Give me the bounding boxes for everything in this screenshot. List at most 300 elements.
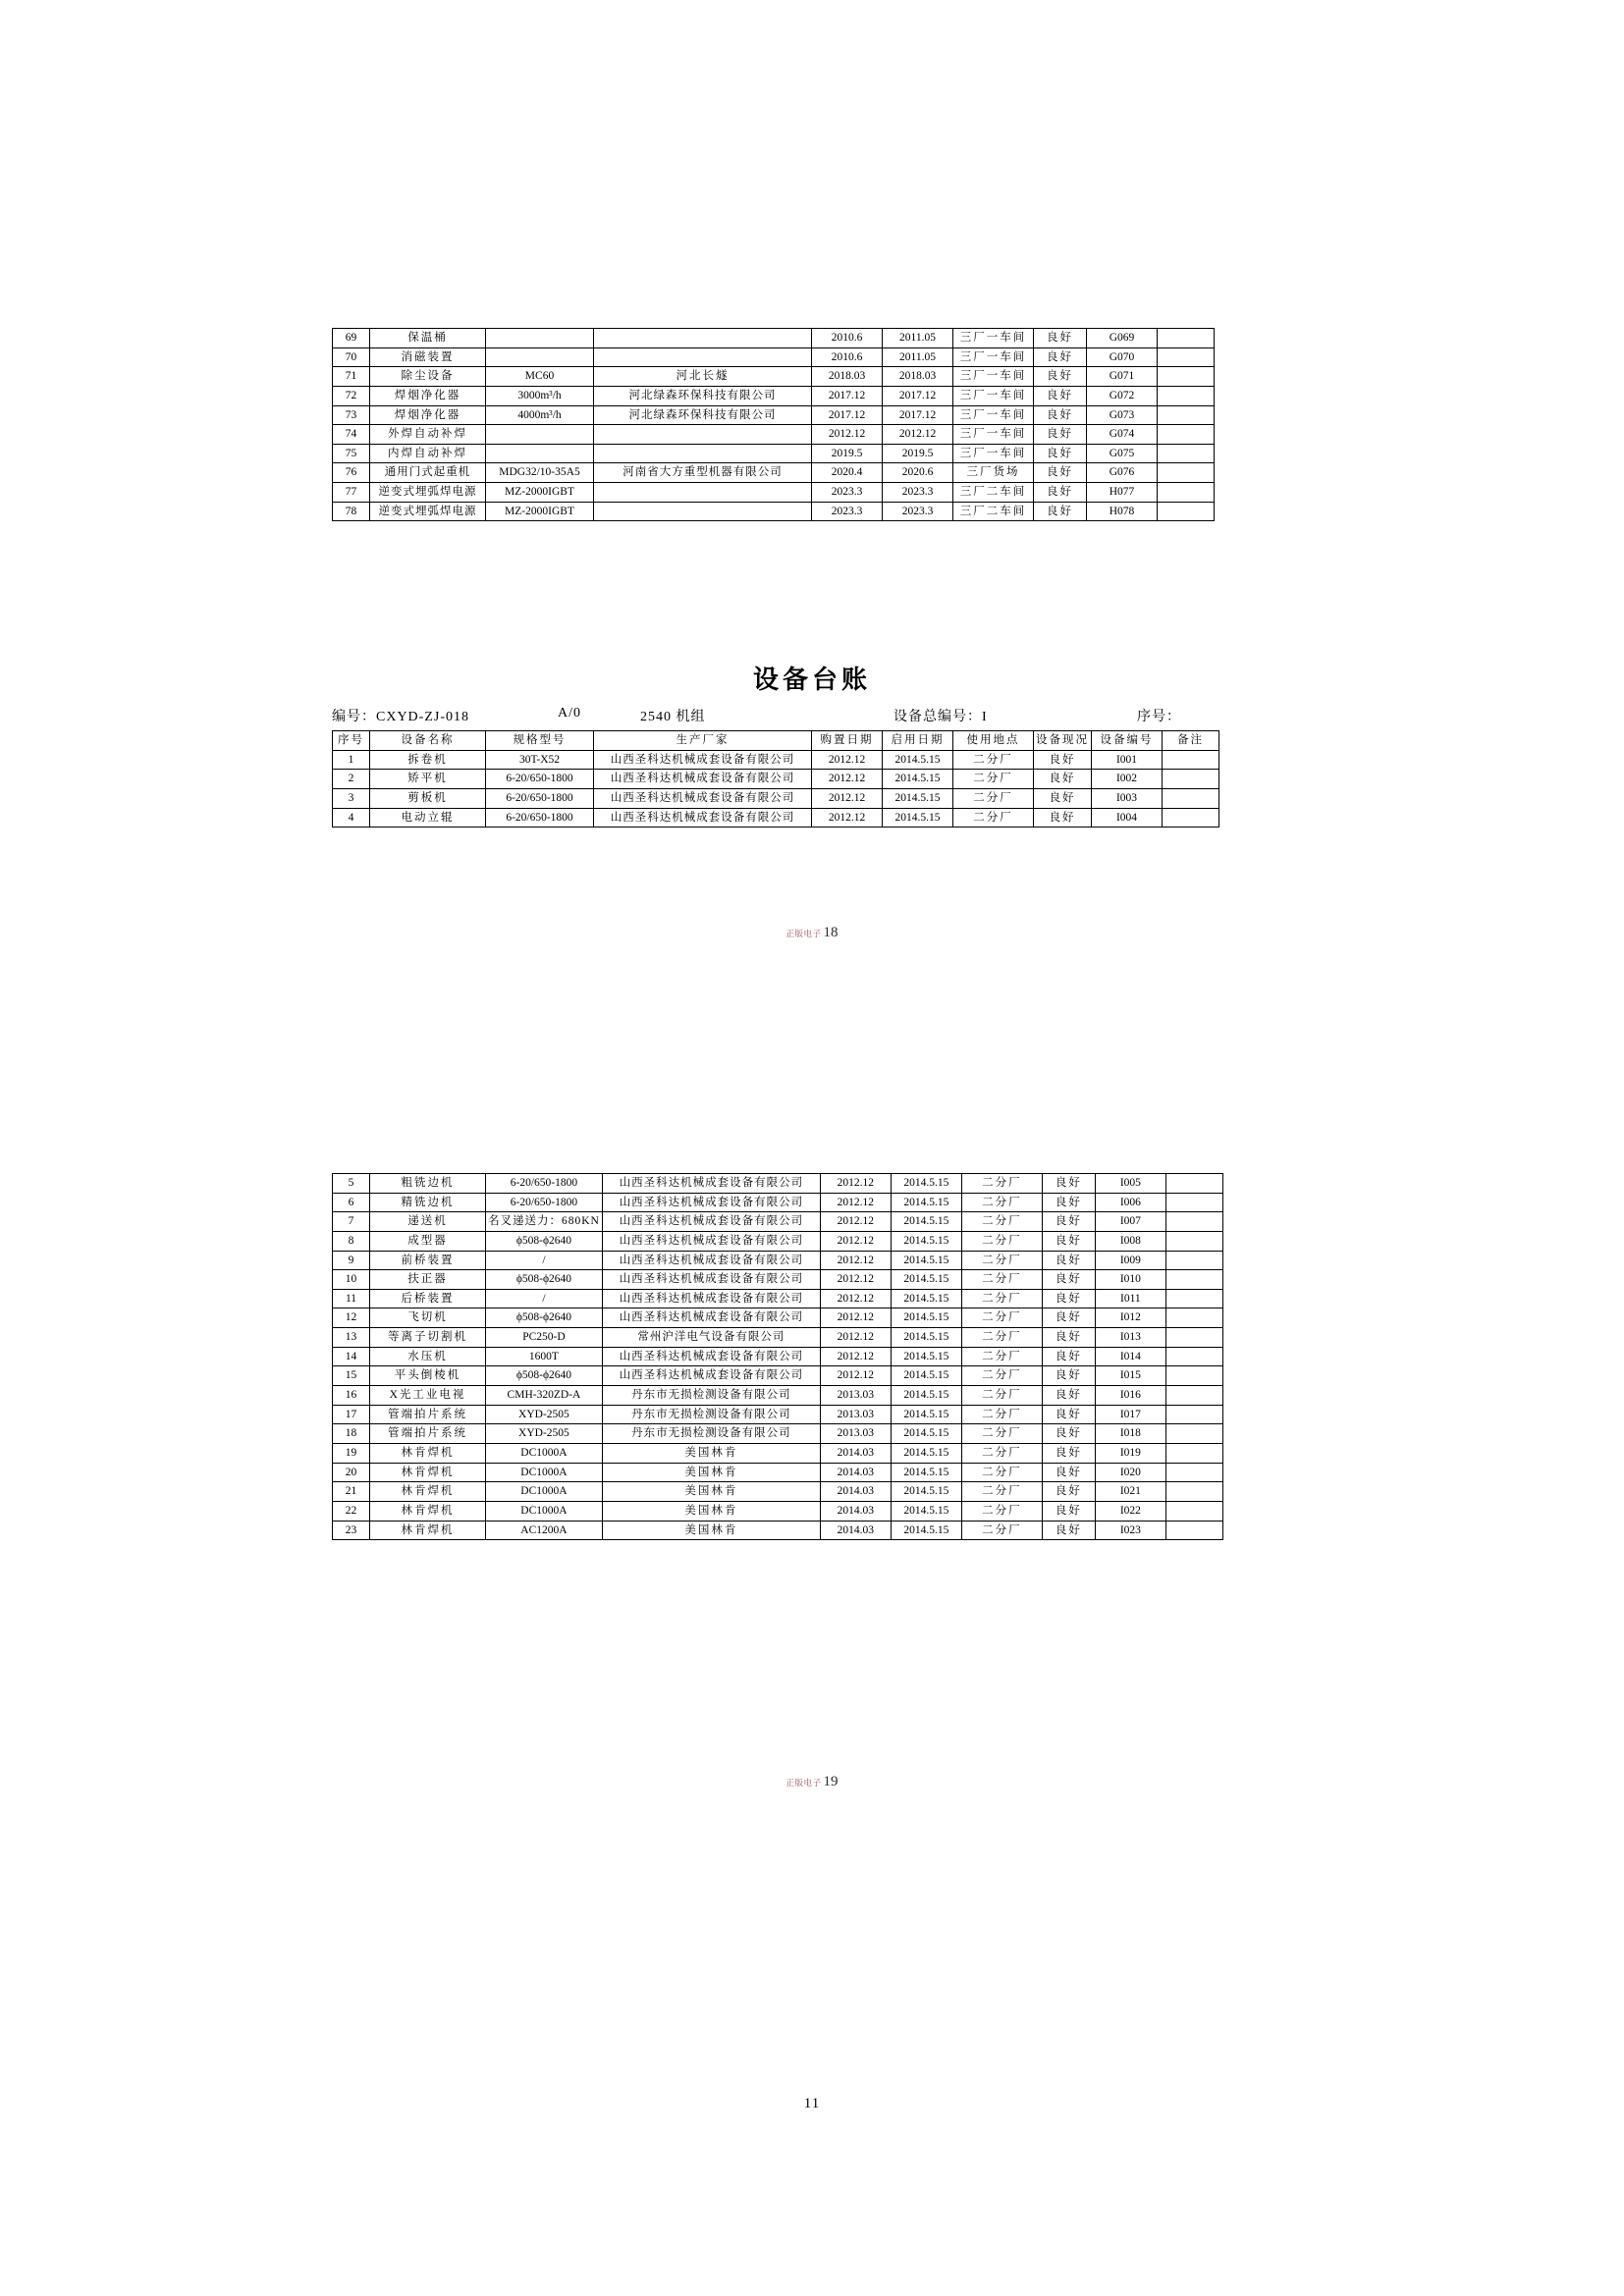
table-cell: 7 [333, 1212, 370, 1232]
table-cell: 二分厂 [961, 1231, 1042, 1251]
table-cell: 河北长燧 [594, 367, 812, 387]
table-cell: 山西圣科达机械成套设备有限公司 [602, 1193, 820, 1212]
table-cell: 2014.5.15 [891, 1270, 961, 1290]
table-cell: 二分厂 [953, 750, 1034, 770]
table-cell: 2014.03 [820, 1463, 891, 1482]
table-cell: 71 [333, 367, 370, 387]
table-cell: 9 [333, 1251, 370, 1270]
table-cell [1165, 1212, 1222, 1232]
table-cell: 76 [333, 463, 370, 483]
table-cell: 粗铣边机 [370, 1174, 486, 1194]
table-cell: 良好 [1042, 1501, 1095, 1521]
table-cell: 6-20/650-1800 [486, 770, 594, 789]
table-cell: 23 [333, 1521, 370, 1540]
table-cell: 良好 [1042, 1482, 1095, 1502]
equipment-ledger-table-bottom [332, 1173, 1223, 1540]
table-row [333, 1347, 1223, 1366]
table-cell: 2014.5.15 [891, 1193, 961, 1212]
table-cell: 2014.5.15 [891, 1386, 961, 1406]
table-cell: 水压机 [370, 1347, 486, 1366]
table-cell: G071 [1087, 367, 1158, 387]
table-cell: G070 [1087, 347, 1158, 367]
table-cell: 2011.05 [883, 329, 953, 348]
table-cell: 良好 [1042, 1424, 1095, 1444]
table-cell: I016 [1095, 1386, 1165, 1406]
table-cell: 良好 [1034, 347, 1087, 367]
table-row [333, 1482, 1223, 1502]
table-cell: I003 [1092, 788, 1163, 808]
table-cell: 1 [333, 750, 370, 770]
table-row [333, 483, 1215, 503]
table-cell: 良好 [1034, 483, 1087, 503]
table-cell: 77 [333, 483, 370, 503]
table-cell: 山西圣科达机械成套设备有限公司 [602, 1251, 820, 1270]
page-footer-18 [0, 925, 1624, 941]
table-cell [1165, 1405, 1222, 1424]
table-row [333, 444, 1215, 463]
table-cell: 山西圣科达机械成套设备有限公司 [602, 1212, 820, 1232]
table-cell: 良好 [1034, 463, 1087, 483]
table-cell: 15 [333, 1366, 370, 1386]
table-cell: 2023.3 [812, 502, 883, 521]
table-cell: 2012.12 [812, 425, 883, 445]
table-cell: 三厂一车间 [953, 329, 1034, 348]
table-cell: I012 [1095, 1308, 1165, 1328]
table-cell [1163, 750, 1219, 770]
table-cell: I022 [1095, 1501, 1165, 1521]
table-cell: 等离子切割机 [370, 1328, 486, 1348]
table-cell: 19 [333, 1443, 370, 1463]
table-cell: 20 [333, 1463, 370, 1482]
table-cell: 河北绿森环保科技有限公司 [594, 405, 812, 425]
table-cell: 良好 [1042, 1270, 1095, 1290]
table-cell: 6-20/650-1800 [486, 1193, 603, 1212]
table-cell: 2014.5.15 [891, 1328, 961, 1348]
column-header-5: 启用日期 [883, 731, 953, 751]
table-cell: ϕ508-ϕ2640 [486, 1366, 603, 1386]
table-cell: 矫平机 [370, 770, 486, 789]
table-cell: I010 [1095, 1270, 1165, 1290]
table-row [333, 1193, 1223, 1212]
table-row [333, 367, 1215, 387]
table-cell: 2014.03 [820, 1443, 891, 1463]
table-cell: 后桥装置 [370, 1289, 486, 1308]
table-cell [594, 502, 812, 521]
table-cell: 良好 [1034, 386, 1087, 405]
table-cell: 2020.6 [883, 463, 953, 483]
meta-code [332, 706, 469, 725]
table-cell: 三厂二车间 [953, 502, 1034, 521]
table-cell: 2014.5.15 [883, 770, 953, 789]
page-title: 设备台账 [752, 666, 871, 694]
table-cell: 12 [333, 1308, 370, 1328]
table-cell [1158, 463, 1215, 483]
table-cell: 良好 [1034, 788, 1092, 808]
table-cell: I001 [1092, 750, 1163, 770]
table-cell: 2013.03 [820, 1424, 891, 1444]
table-cell: 2014.03 [820, 1501, 891, 1521]
table-cell: 外焊自动补焊 [370, 425, 486, 445]
table-cell: 17 [333, 1405, 370, 1424]
table-cell: 良好 [1042, 1231, 1095, 1251]
table-cell: I014 [1095, 1347, 1165, 1366]
table-cell: 2014.5.15 [891, 1501, 961, 1521]
table-cell: 3000m³/h [486, 386, 594, 405]
table-cell [1158, 483, 1215, 503]
table-cell: 二分厂 [961, 1289, 1042, 1308]
table-cell: 三厂一车间 [953, 367, 1034, 387]
table-cell: 2012.12 [820, 1212, 891, 1232]
table-cell: 二分厂 [961, 1386, 1042, 1406]
table-cell: 良好 [1042, 1308, 1095, 1328]
table-cell: 2012.12 [820, 1328, 891, 1348]
table-row [333, 1212, 1223, 1232]
table-cell: 二分厂 [961, 1482, 1042, 1502]
table-cell: 成型器 [370, 1231, 486, 1251]
column-header-4: 购置日期 [812, 731, 883, 751]
table-cell: H078 [1087, 502, 1158, 521]
table-cell [1165, 1289, 1222, 1308]
table-cell [1165, 1501, 1222, 1521]
table-cell [594, 425, 812, 445]
table-cell: 2013.03 [820, 1386, 891, 1406]
table-row [333, 405, 1215, 425]
table-cell: 二分厂 [961, 1424, 1042, 1444]
table-cell: XYD-2505 [486, 1424, 603, 1444]
table-row [333, 1251, 1223, 1270]
table-cell [1163, 770, 1219, 789]
meta-total-no-label: 设备总编号： [893, 710, 982, 724]
table-cell: 良好 [1042, 1289, 1095, 1308]
table-cell: 2014.5.15 [891, 1308, 961, 1328]
table-cell [1158, 425, 1215, 445]
table-row [333, 1328, 1223, 1348]
table-cell: 逆变式埋弧焊电源 [370, 483, 486, 503]
table-cell: I019 [1095, 1443, 1165, 1463]
table-cell: I013 [1095, 1328, 1165, 1348]
table-cell: 2023.3 [883, 502, 953, 521]
table-cell: 二分厂 [953, 770, 1034, 789]
table-cell: 良好 [1034, 444, 1087, 463]
table-cell: 林肯焊机 [370, 1463, 486, 1482]
table-cell: ϕ508-ϕ2640 [486, 1231, 603, 1251]
table-cell [1165, 1463, 1222, 1482]
table-cell [1158, 405, 1215, 425]
table-cell: 8 [333, 1231, 370, 1251]
table-row [333, 1405, 1223, 1424]
table-cell: 山西圣科达机械成套设备有限公司 [594, 808, 812, 828]
table-cell [594, 444, 812, 463]
table-cell: 拆卷机 [370, 750, 486, 770]
table-cell: 良好 [1042, 1443, 1095, 1463]
column-header-3: 生产厂家 [594, 731, 812, 751]
table-row [333, 1521, 1223, 1540]
table-cell: 逆变式埋弧焊电源 [370, 502, 486, 521]
table-cell [1158, 347, 1215, 367]
meta-total-no [893, 706, 988, 725]
table-row [333, 329, 1215, 348]
table-cell: 72 [333, 386, 370, 405]
table-cell: 2012.12 [820, 1289, 891, 1308]
table-row [333, 750, 1219, 770]
table-cell: 山西圣科达机械成套设备有限公司 [594, 750, 812, 770]
table-row [333, 1424, 1223, 1444]
table-cell [486, 444, 594, 463]
table-cell: 三厂货场 [953, 463, 1034, 483]
table-cell: 良好 [1034, 750, 1092, 770]
table-cell [594, 347, 812, 367]
table-cell: 2014.5.15 [883, 750, 953, 770]
table-cell: MC60 [486, 367, 594, 387]
table-cell [1158, 367, 1215, 387]
table-cell: 管端拍片系统 [370, 1405, 486, 1424]
table-cell: 2012.12 [820, 1270, 891, 1290]
table-bottom [332, 1173, 1223, 1540]
table-cell: 2014.5.15 [891, 1174, 961, 1194]
table-cell: 良好 [1034, 425, 1087, 445]
table-cell: 2014.5.15 [891, 1251, 961, 1270]
column-header-1: 设备名称 [370, 731, 486, 751]
table-cell: 2019.5 [812, 444, 883, 463]
table-row [333, 1386, 1223, 1406]
table-cell [486, 347, 594, 367]
table-cell: 2014.5.15 [883, 808, 953, 828]
table-cell: 2012.12 [820, 1174, 891, 1194]
table-cell: I021 [1095, 1482, 1165, 1502]
table-cell: 良好 [1034, 329, 1087, 348]
table-cell [1165, 1443, 1222, 1463]
table-cell: MDG32/10-35A5 [486, 463, 594, 483]
table-cell: / [486, 1289, 603, 1308]
watermark-text: 正版电子 [785, 1778, 822, 1788]
table-cell: 名叉递送力：680KN [486, 1212, 603, 1232]
table-cell: I011 [1095, 1289, 1165, 1308]
table-cell: G069 [1087, 329, 1158, 348]
table-cell: 电动立辊 [370, 808, 486, 828]
table-cell: 21 [333, 1482, 370, 1502]
meta-total-no-value: I [982, 710, 988, 724]
table-cell: G072 [1087, 386, 1158, 405]
table-cell: 2017.12 [883, 386, 953, 405]
table-cell: 良好 [1042, 1366, 1095, 1386]
table-cell: 美国林肯 [602, 1501, 820, 1521]
table-cell: G075 [1087, 444, 1158, 463]
table-cell: 2012.12 [812, 770, 883, 789]
table-cell [1165, 1270, 1222, 1290]
table-cell: 丹东市无损检测设备有限公司 [602, 1405, 820, 1424]
table-cell: 2014.5.15 [891, 1521, 961, 1540]
table-cell: 73 [333, 405, 370, 425]
table-cell: 三厂一车间 [953, 425, 1034, 445]
table-cell: 林肯焊机 [370, 1443, 486, 1463]
table-cell: 二分厂 [961, 1251, 1042, 1270]
table-cell: 良好 [1042, 1193, 1095, 1212]
page-footer-19 [0, 1774, 1624, 1790]
table-cell: 良好 [1034, 502, 1087, 521]
table-cell: 2012.12 [820, 1308, 891, 1328]
table-cell: 2014.5.15 [891, 1366, 961, 1386]
table-cell: 良好 [1034, 808, 1092, 828]
table-cell: 前桥装置 [370, 1251, 486, 1270]
table-top [332, 328, 1215, 521]
table-cell: 2014.5.15 [891, 1289, 961, 1308]
table-cell: ϕ508-ϕ2640 [486, 1308, 603, 1328]
table-cell: 管端拍片系统 [370, 1424, 486, 1444]
table-cell: 4 [333, 808, 370, 828]
table-cell: 2014.03 [820, 1521, 891, 1540]
table-cell: 良好 [1034, 367, 1087, 387]
table-cell [1165, 1174, 1222, 1194]
table-cell: I023 [1095, 1521, 1165, 1540]
table-cell: 丹东市无损检测设备有限公司 [602, 1386, 820, 1406]
table-row [333, 1289, 1223, 1308]
table-row [333, 1366, 1223, 1386]
table-cell: DC1000A [486, 1443, 603, 1463]
table-row [333, 1463, 1223, 1482]
table-row [333, 1308, 1223, 1328]
table-cell: 良好 [1042, 1251, 1095, 1270]
table-row [333, 788, 1219, 808]
table-cell: 14 [333, 1347, 370, 1366]
equipment-ledger-table-top [332, 328, 1215, 521]
table-cell [1165, 1251, 1222, 1270]
watermark-text: 正版电子 [785, 929, 822, 938]
table-cell: 2023.3 [883, 483, 953, 503]
table-cell: 二分厂 [961, 1270, 1042, 1290]
table-cell: DC1000A [486, 1482, 603, 1502]
table-cell: 4000m³/h [486, 405, 594, 425]
table-cell: X光工业电视 [370, 1386, 486, 1406]
table-cell [1165, 1193, 1222, 1212]
table-cell: 2012.12 [812, 750, 883, 770]
table-cell: 2012.12 [883, 425, 953, 445]
table-cell: 2018.03 [883, 367, 953, 387]
table-cell: PC250-D [486, 1328, 603, 1348]
table-cell: 6-20/650-1800 [486, 788, 594, 808]
table-cell: 2014.5.15 [891, 1212, 961, 1232]
table-cell: 11 [333, 1289, 370, 1308]
table-cell: 6-20/650-1800 [486, 808, 594, 828]
table-cell: 内焊自动补焊 [370, 444, 486, 463]
meta-code-value: CXYD-ZJ-018 [376, 710, 469, 724]
table-cell: 山西圣科达机械成套设备有限公司 [602, 1231, 820, 1251]
table-cell: 山西圣科达机械成套设备有限公司 [602, 1366, 820, 1386]
table-cell: 2010.6 [812, 347, 883, 367]
table-cell: I005 [1095, 1174, 1165, 1194]
table-cell [1165, 1308, 1222, 1328]
table-cell: 山西圣科达机械成套设备有限公司 [594, 770, 812, 789]
table-cell: 2014.5.15 [891, 1424, 961, 1444]
table-cell: 2012.12 [820, 1193, 891, 1212]
table-cell: H077 [1087, 483, 1158, 503]
table-cell: 林肯焊机 [370, 1482, 486, 1502]
table-cell: 2017.12 [883, 405, 953, 425]
table-cell: 二分厂 [961, 1347, 1042, 1366]
table-cell: 2017.12 [812, 405, 883, 425]
meta-seq: 序号： [1137, 710, 1181, 724]
table-cell [1165, 1231, 1222, 1251]
table-cell: 二分厂 [961, 1193, 1042, 1212]
table-cell: 良好 [1034, 405, 1087, 425]
table-cell: G074 [1087, 425, 1158, 445]
table-cell: 2023.3 [812, 483, 883, 503]
table-cell: I018 [1095, 1424, 1165, 1444]
table-cell: 良好 [1042, 1347, 1095, 1366]
table-cell: 2 [333, 770, 370, 789]
table-cell: 良好 [1042, 1174, 1095, 1194]
table-cell: I008 [1095, 1231, 1165, 1251]
table-cell: 二分厂 [961, 1366, 1042, 1386]
table-row [333, 1443, 1223, 1463]
table-cell: ϕ508-ϕ2640 [486, 1270, 603, 1290]
table-cell: 保温桶 [370, 329, 486, 348]
table-cell: 良好 [1034, 770, 1092, 789]
table-row [333, 463, 1215, 483]
table-cell: I007 [1095, 1212, 1165, 1232]
table-cell: I017 [1095, 1405, 1165, 1424]
table-cell [1163, 808, 1219, 828]
table-cell: 5 [333, 1174, 370, 1194]
table-cell: 三厂一车间 [953, 405, 1034, 425]
table-cell: 良好 [1042, 1405, 1095, 1424]
table-row [333, 1270, 1223, 1290]
table-row [333, 386, 1215, 405]
table-cell: 2014.5.15 [891, 1482, 961, 1502]
table-cell: 山西圣科达机械成套设备有限公司 [602, 1308, 820, 1328]
table-cell: 2014.5.15 [891, 1347, 961, 1366]
column-header-7: 设备现况 [1034, 731, 1092, 751]
page-number: 11 [803, 2096, 821, 2111]
table-cell: I004 [1092, 808, 1163, 828]
table-cell: 16 [333, 1386, 370, 1406]
table-cell: 74 [333, 425, 370, 445]
table-cell: 河北绿森环保科技有限公司 [594, 386, 812, 405]
table-cell [486, 425, 594, 445]
meta-unit: 2540 机组 [640, 710, 706, 724]
meta-code-label: 编号： [332, 710, 376, 724]
table-cell: 30T-X52 [486, 750, 594, 770]
table-cell: 美国林肯 [602, 1521, 820, 1540]
table-cell: G073 [1087, 405, 1158, 425]
table-cell: 二分厂 [953, 788, 1034, 808]
table-cell: 二分厂 [961, 1521, 1042, 1540]
table-cell: 焊烟净化器 [370, 386, 486, 405]
table-cell: 三厂一车间 [953, 444, 1034, 463]
table-cell: 常州沪洋电气设备有限公司 [602, 1328, 820, 1348]
column-header-0: 序号 [333, 731, 370, 751]
table-cell [1165, 1482, 1222, 1502]
table-cell: 6 [333, 1193, 370, 1212]
table-cell: 良好 [1042, 1386, 1095, 1406]
table-cell: / [486, 1251, 603, 1270]
table-cell: 良好 [1042, 1328, 1095, 1348]
table-cell: 丹东市无损检测设备有限公司 [602, 1424, 820, 1444]
table-cell: 山西圣科达机械成套设备有限公司 [602, 1289, 820, 1308]
table-row [333, 808, 1219, 828]
table-cell: 70 [333, 347, 370, 367]
table-cell: 三厂二车间 [953, 483, 1034, 503]
table-cell: 焊烟净化器 [370, 405, 486, 425]
table-cell: MZ-2000IGBT [486, 502, 594, 521]
table-cell [1165, 1521, 1222, 1540]
table-cell [1165, 1347, 1222, 1366]
table-cell [1165, 1328, 1222, 1348]
table-cell: 1600T [486, 1347, 603, 1366]
table-cell: 通用门式起重机 [370, 463, 486, 483]
table-cell [1158, 444, 1215, 463]
table-cell: 河南省大方重型机器有限公司 [594, 463, 812, 483]
table-row [333, 1501, 1223, 1521]
